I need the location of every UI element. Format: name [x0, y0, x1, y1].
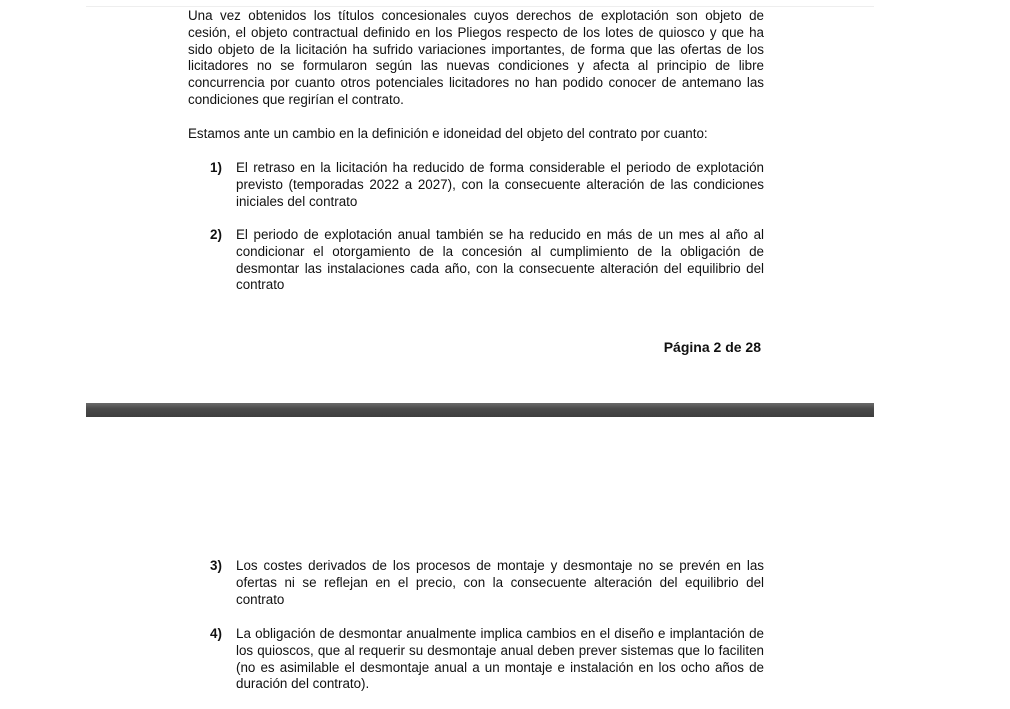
lead-sentence: Estamos ante un cambio en la definición e idoneidad del objeto del contrato por cuanto: [188, 126, 708, 141]
list-item-text: El periodo de explotación anual también se ha reducido en más de un mes al año al condicionar el otorgamiento de la concesión al cumplimiento de la obligación de desmontar las instalaciones cada año, con la consecuente alteración del equilibrio del contrato [236, 227, 764, 293]
list-item-number: 3) [210, 558, 222, 573]
top-divider [86, 6, 874, 7]
page-number: Página 2 de 28 [663, 339, 761, 355]
intro-paragraph: Una vez obtenidos los títulos concesionales cuyos derechos de explotación son objeto de cesión, el objeto contractual definido en los Pliegos respecto de los lotes de quiosco y que ha sido objeto de la licitación ha sufrido variaciones importantes, de forma que las ofertas de los licitadores no se formularon según las nuevas condiciones y afecta al principio de libre concurrencia por cuanto otros potenciales licitadores no han podido conocer de antemano las condiciones que regirían el contrato. [188, 8, 764, 107]
list-item-text: El retraso en la licitación ha reducido de forma considerable el periodo de explotación previsto (temporadas 2022 a 2027), con la consecuente alteración de las condiciones iniciales del contrato [236, 160, 764, 209]
page-separator [86, 403, 874, 417]
list-item-number: 1) [210, 160, 222, 175]
list-item-text: Los costes derivados de los procesos de montaje y desmontaje no se prevén en las ofertas ni se reflejan en el precio, con la consecuente alteración del equilibrio del contrato [236, 558, 764, 607]
list-item-number: 2) [210, 227, 222, 242]
list-item-number: 4) [210, 626, 222, 641]
list-item-text: La obligación de desmontar anualmente implica cambios en el diseño e implantación de los quioscos, que al requerir su desmontaje anual deben prever sistemas que lo faciliten (no es asimilable el desmontaje anual a un montaje e instalación en los ocho años de duración del contrato). [236, 626, 764, 692]
